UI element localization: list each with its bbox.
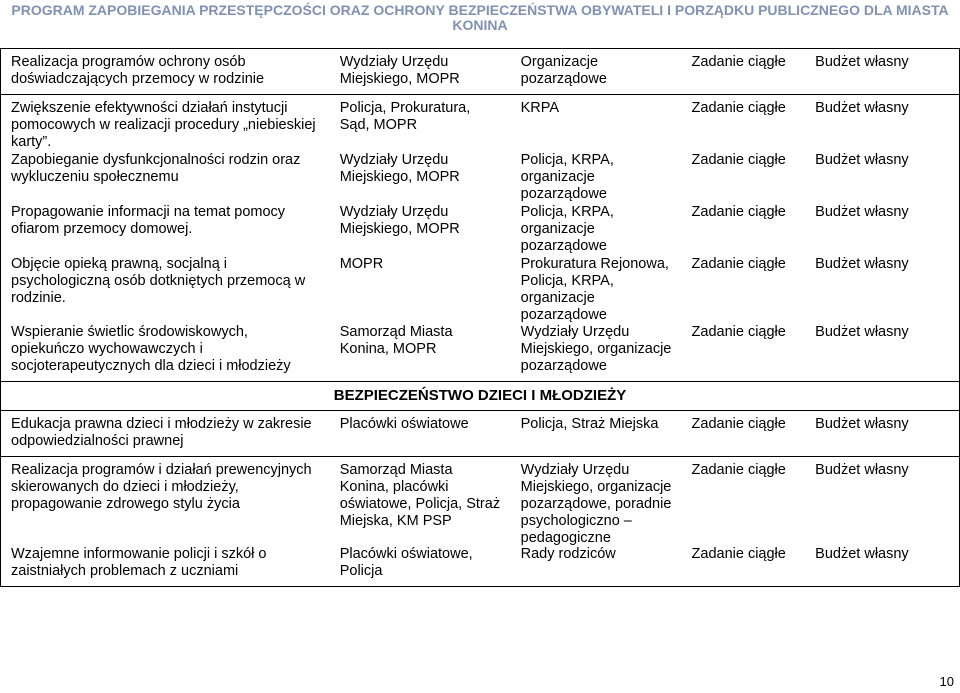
task-cell: Realizacja programów ochrony osób doświadczających przemocy w rodzinie (1, 51, 330, 95)
term-cell: Zadanie ciągłe (691, 416, 786, 432)
executor-item: Wydziały Urzędu Miejskiego, MOPR (339, 204, 460, 237)
task-item: Wspieranie świetlic środowiskowych, opiekuńczo wychowawczych i socjoterapeutycznych dla dzieci i młodzieży (11, 324, 291, 374)
task-item: Wzajemne informowanie policji i szkół o zaistniałych problemach z uczniami (11, 546, 267, 579)
executor-item: Wydziały Urzędu Miejskiego, MOPR (339, 152, 460, 185)
task-cell (1, 97, 330, 382)
partner-item: Prokuratura Rejonowa, Policja, KRPA, organizacje pozarządowe (520, 256, 669, 323)
term-item: Zadanie ciągłe (691, 324, 786, 340)
term-cell (682, 97, 806, 382)
funding-item: Budżet własny (815, 152, 909, 168)
funding-item: Budżet własny (815, 256, 909, 272)
executor-cell (330, 97, 511, 382)
term-item: Zadanie ciągłe (691, 100, 786, 116)
term-cell: Zadanie ciągłe (691, 54, 786, 70)
partner-cell (511, 459, 682, 587)
task-cell: Edukacja prawna dzieci i młodzieży w zakresie odpowiedzialności prawnej (1, 413, 330, 457)
funding-cell (805, 459, 959, 587)
partner-item: KRPA (520, 100, 560, 116)
partner-item: Policja, KRPA, organizacje pozarządowe (520, 152, 614, 202)
funding-cell: Budżet własny (805, 413, 959, 457)
page-number: 10 (939, 674, 954, 689)
executor-item: MOPR (339, 256, 384, 272)
partner-cell: Organizacje pozarządowe (520, 54, 607, 87)
term-cell (682, 459, 806, 587)
funding-item: Budżet własny (815, 204, 909, 220)
task-item: Zapobieganie dysfunkcjonalności rodzin oraz wykluczeniu społecznemu (11, 152, 301, 185)
executor-cell: Placówki oświatowe (339, 416, 469, 432)
table-row (1, 97, 960, 382)
document-title: PROGRAM ZAPOBIEGANIA PRZESTĘPCZOŚCI ORAZ OCHRONY BEZPIECZEŃSTWA OBYWATELI I PORZĄDKU PUBLICZNEGO DLA MIASTA KONINA (11, 2, 949, 33)
executor-item: Samorząd Miasta Konina, MOPR (339, 324, 453, 357)
term-item: Zadanie ciągłe (691, 152, 786, 168)
task-item: Objęcie opieką prawną, socjalną i psychologiczną osób dotkniętych przemocą w rodzinie. (11, 256, 306, 306)
funding-cell: Budżet własny (805, 51, 959, 95)
task-item: Zwiększenie efektywności działań instytucji pomocowych w realizacji procedury „niebieskiej karty”. (11, 100, 316, 150)
task-item: Propagowanie informacji na temat pomocy ofiarom przemocy domowej. (11, 204, 286, 237)
partner-item: Policja, KRPA, organizacje pozarządowe (520, 204, 614, 254)
task-cell (1, 459, 330, 587)
funding-cell (805, 97, 959, 382)
table-row (1, 51, 960, 95)
partner-cell: Policja, Straż Miejska (520, 416, 659, 432)
executor-item: Placówki oświatowe, Policja (339, 546, 473, 579)
table-row (1, 459, 960, 587)
executor-item: Policja, Prokuratura, Sąd, MOPR (339, 100, 471, 133)
partner-cell (511, 97, 682, 382)
funding-item: Budżet własny (815, 462, 909, 478)
term-item: Zadanie ciągłe (691, 462, 786, 478)
program-table (0, 48, 960, 589)
section-heading: BEZPIECZEŃSTWO DZIECI I MŁODZIEŻY (1, 384, 960, 411)
table-row (1, 413, 960, 457)
task-item: Realizacja programów i działań prewencyjnych skierowanych do dzieci i młodzieży, propagowanie zdrowego stylu życia (11, 462, 312, 512)
funding-item: Budżet własny (815, 100, 909, 116)
executor-item: Samorząd Miasta Konina, placówki oświatowe, Policja, Straż Miejska, KM PSP (339, 462, 501, 529)
term-item: Zadanie ciągłe (691, 256, 786, 272)
executor-cell (330, 459, 511, 587)
term-item: Zadanie ciągłe (691, 204, 786, 220)
section-heading-row (1, 384, 960, 411)
term-item: Zadanie ciągłe (691, 546, 786, 562)
funding-item: Budżet własny (815, 324, 909, 340)
partner-item: Wydziały Urzędu Miejskiego, organizacje pozarządowe, poradnie psychologiczno – pedagogiczne (520, 462, 672, 546)
partner-item: Rady rodziców (520, 546, 616, 562)
funding-item: Budżet własny (815, 546, 909, 562)
executor-cell: Wydziały Urzędu Miejskiego, MOPR (339, 54, 460, 87)
partner-item: Wydziały Urzędu Miejskiego, organizacje pozarządowe (520, 324, 672, 374)
